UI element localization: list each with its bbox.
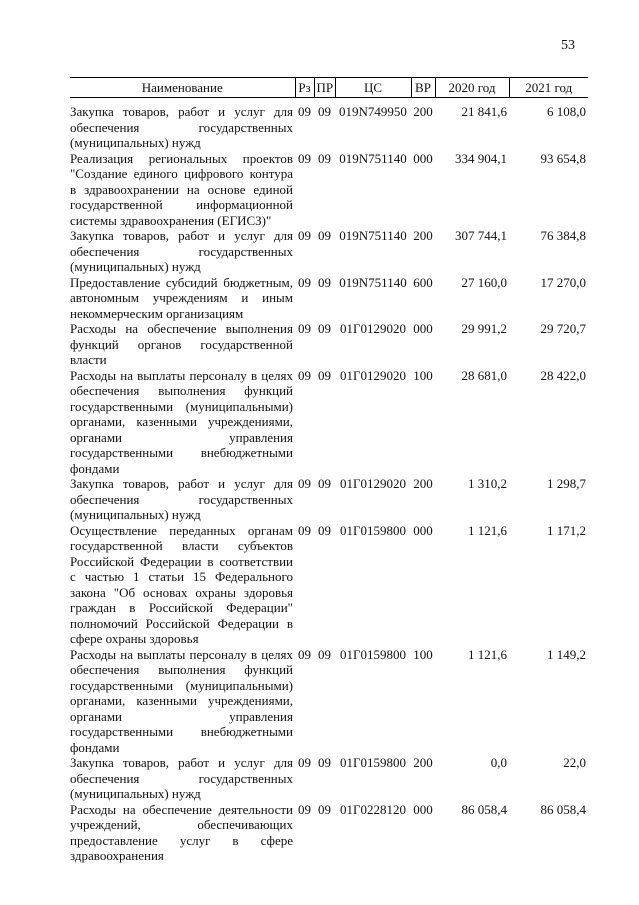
row-vr: 000 [413, 150, 433, 166]
row-cs: 01Г0159800 [339, 755, 406, 770]
row-2021: 28 422,0 [540, 367, 586, 383]
row-pr: 09 [318, 228, 331, 243]
row-cs: 01Г0129020 [339, 367, 406, 383]
table-row [70, 151, 588, 229]
row-pr: 09 [318, 150, 331, 166]
row-pr: 09 [318, 755, 331, 770]
row-vr: 100 [413, 367, 433, 383]
table-row [70, 368, 588, 477]
row-pr: 09 [318, 104, 331, 119]
table-row [70, 802, 588, 864]
row-rz: 09 [298, 801, 311, 817]
row-pr: 09 [318, 367, 331, 383]
row-vr: 000 [413, 522, 433, 538]
row-rz: 09 [298, 522, 311, 538]
row-cs: 01Г0129020 [339, 476, 406, 491]
row-2020: 28 681,0 [461, 367, 507, 383]
table-header [70, 78, 588, 98]
row-name: Расходы на обеспечение выполнения функций органов государственной власти [70, 321, 293, 367]
row-2021: 6 108,0 [547, 104, 586, 119]
row-2021: 29 720,7 [540, 321, 586, 336]
row-cs: 01Г0159800 [339, 522, 406, 538]
row-cs: 019N751140 [339, 274, 407, 290]
row-2020: 334 904,1 [455, 150, 507, 166]
header-vr: ВР [411, 78, 435, 98]
row-name: Закупка товаров, работ и услуг для обеспечения государственных (муниципальных) нужд [70, 755, 293, 801]
row-2020: 29 991,2 [461, 321, 507, 336]
table-row [70, 523, 588, 647]
row-name: Закупка товаров, работ и услуг для обеспечения государственных (муниципальных) нужд [70, 104, 293, 150]
row-2020: 0,0 [490, 755, 507, 770]
row-rz: 09 [298, 274, 311, 290]
row-2020: 1 310,2 [468, 476, 507, 491]
row-2020: 86 058,4 [461, 801, 507, 817]
table-row [70, 755, 588, 802]
row-pr: 09 [318, 522, 331, 538]
row-cs: 01Г0129020 [339, 321, 406, 336]
row-rz: 09 [298, 646, 311, 662]
row-2021: 86 058,4 [540, 801, 586, 817]
row-vr: 600 [413, 274, 433, 290]
table-row [70, 647, 588, 756]
row-2021: 1 298,7 [547, 476, 586, 491]
row-pr: 09 [318, 646, 331, 662]
row-pr: 09 [318, 476, 331, 491]
row-vr: 100 [413, 646, 433, 662]
row-cs: 01Г0159800 [339, 646, 406, 662]
row-2020: 21 841,6 [461, 104, 507, 119]
row-vr: 200 [413, 755, 433, 770]
row-rz: 09 [298, 367, 311, 383]
table-row [70, 321, 588, 368]
row-2020: 1 121,6 [468, 646, 507, 662]
row-cs: 01Г0228120 [339, 801, 406, 817]
header-name: Наименование [70, 78, 295, 98]
header-rz: Рз [295, 78, 314, 98]
table-row [70, 228, 588, 275]
row-name: Расходы на выплаты персоналу в целях обеспечения выполнения функций государственными (муниципальными) органами, казенными учреждениями, органами управления государственными внебюджетными фондами [70, 367, 293, 476]
row-vr: 200 [413, 476, 433, 491]
row-2021: 1 171,2 [547, 522, 586, 538]
row-pr: 09 [318, 274, 331, 290]
table-row [70, 275, 588, 322]
row-2020: 27 160,0 [461, 274, 507, 290]
row-2020: 1 121,6 [468, 522, 507, 538]
row-name: Закупка товаров, работ и услуг для обеспечения государственных (муниципальных) нужд [70, 476, 293, 522]
header-pr: ПР [314, 78, 335, 98]
header-2021: 2021 год [509, 78, 588, 98]
row-rz: 09 [298, 755, 311, 770]
budget-table [70, 77, 588, 864]
row-2021: 22,0 [563, 755, 586, 770]
row-rz: 09 [298, 228, 311, 243]
row-vr: 000 [413, 321, 433, 336]
row-cs: 019N751140 [339, 150, 407, 166]
row-vr: 000 [413, 801, 433, 817]
table-row [70, 104, 588, 151]
row-2020: 307 744,1 [455, 228, 507, 243]
row-name: Реализация региональных проектов "Создание единого цифрового контура в здравоохранении на основе единой государственной информационной системы здравоохранения (ЕГИСЗ)" [70, 150, 293, 228]
row-name: Расходы на обеспечение деятельности учреждений, обеспечивающих предоставление услуг в сфере здравоохранения [70, 801, 293, 863]
row-rz: 09 [298, 150, 311, 166]
row-2021: 76 384,8 [540, 228, 586, 243]
row-cs: 019N749950 [339, 104, 407, 119]
row-name: Расходы на выплаты персоналу в целях обеспечения выполнения функций государственными (муниципальными) органами, казенными учреждениями, органами управления государственными внебюджетными фондами [70, 646, 293, 755]
row-rz: 09 [298, 321, 311, 336]
row-pr: 09 [318, 801, 331, 817]
row-name: Закупка товаров, работ и услуг для обеспечения государственных (муниципальных) нужд [70, 228, 293, 274]
header-2020: 2020 год [435, 78, 509, 98]
row-2021: 1 149,2 [547, 646, 586, 662]
row-vr: 200 [413, 228, 433, 243]
row-rz: 09 [298, 104, 311, 119]
row-2021: 93 654,8 [540, 150, 586, 166]
row-pr: 09 [318, 321, 331, 336]
header-cs: ЦС [335, 78, 411, 98]
table-row [70, 476, 588, 523]
row-cs: 019N751140 [339, 228, 407, 243]
page-number: 53 [561, 38, 575, 53]
row-2021: 17 270,0 [540, 274, 586, 290]
row-name: Предоставление субсидий бюджетным, автономным учреждениям и иным некоммерческим организациям [70, 274, 293, 321]
row-name: Осуществление переданных органам государственной власти субъектов Российской Федерации в соответствии с частью 1 статьи 15 Федерального закона "Об основах охраны здоровья граждан в Российской Федерации" полномочий Российской Федерации в сфере охраны здоровья [70, 522, 293, 646]
row-vr: 200 [413, 104, 433, 119]
row-rz: 09 [298, 476, 311, 491]
